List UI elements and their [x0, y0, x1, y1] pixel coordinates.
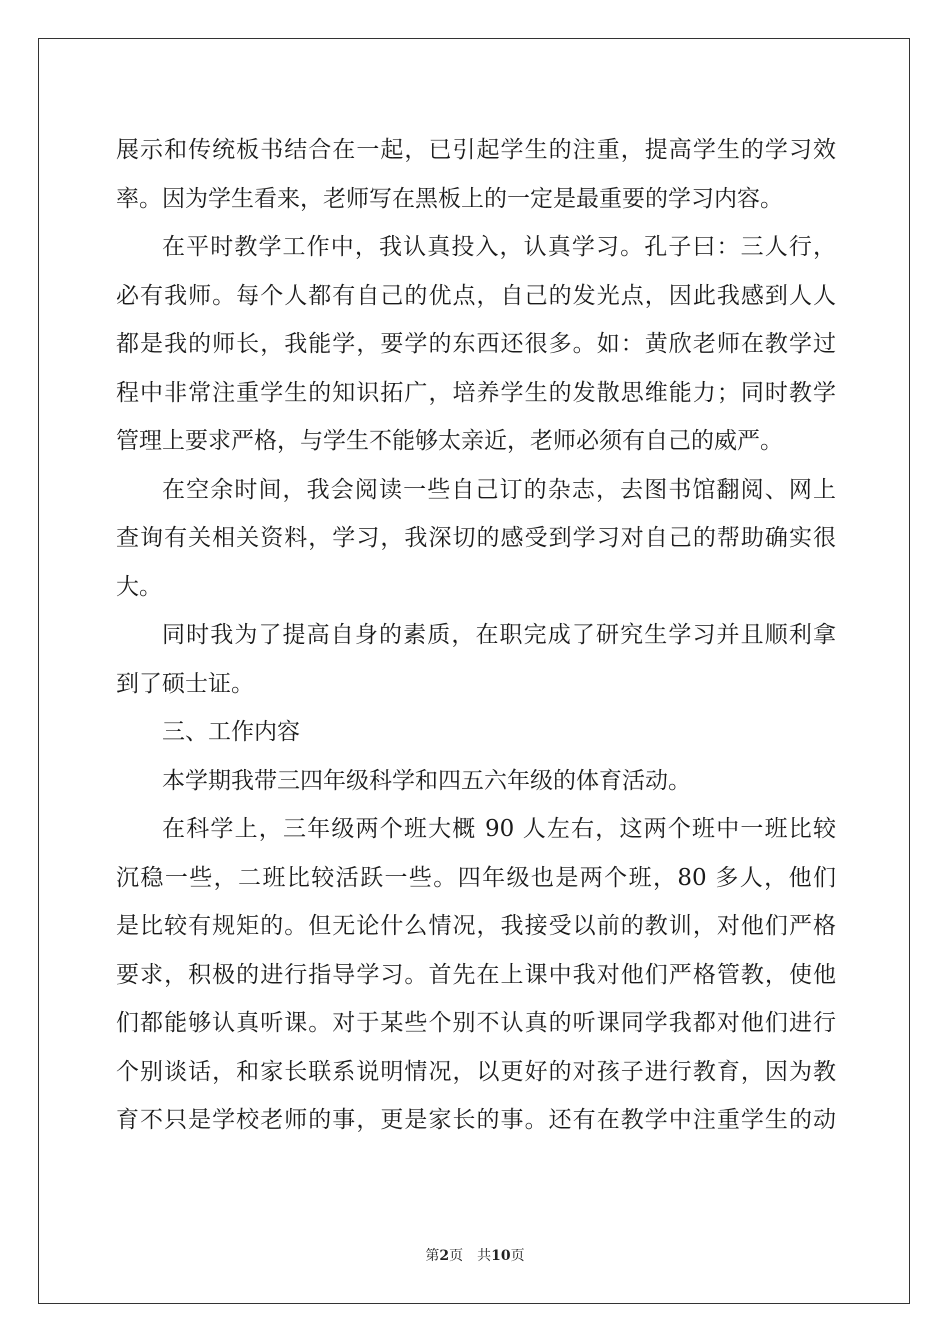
text-line: 都是我的师长，我能学，要学的东西还很多。如：黄欣老师在教学过 [116, 331, 836, 357]
text-line: 本学期我带三四年级科学和四五六年级的体育活动。 [162, 767, 691, 794]
text-line: 在空余时间，我会阅读一些自己订的杂志，去图书馆翻阅、网上 [162, 476, 836, 503]
total-pages-suffix: 页 [510, 1248, 525, 1264]
text-line: 管理上要求严格，与学生不能够太亲近，老师必须有自己的威严。 [116, 428, 783, 454]
text-line: 三、工作内容 [162, 719, 300, 745]
text-line: 要求，积极的进行指导学习。首先在上课中我对他们严格管教，使他 [116, 961, 836, 988]
current-page-number: 2 [439, 1248, 450, 1264]
text-line: 展示和传统板书结合在一起，已引起学生的注重，提高学生的学习效 [116, 137, 836, 163]
text-line: 到了硕士证。 [116, 670, 254, 697]
page-number-suffix: 页 [449, 1248, 464, 1264]
text-line: 程中非常注重学生的知识拓广，培养学生的发散思维能力；同时教学 [116, 379, 836, 406]
text-line: 是比较有规矩的。但无论什么情况，我接受以前的教训，对他们严格 [116, 913, 836, 939]
text-line: 在平时教学工作中，我认真投入，认真学习。孔子曰：三人行， [162, 234, 836, 260]
text-line: 们都能够认真听课。对于某些个别不认真的听课同学我都对他们进行 [116, 1010, 836, 1036]
text-line: 必有我师。每个人都有自己的优点，自己的发光点，因此我感到人人 [116, 282, 836, 309]
document-body [116, 126, 836, 1145]
text-line: 同时我为了提高自身的素质，在职完成了研究生学习并且顺利拿 [162, 622, 836, 648]
text-line: 沉稳一些，二班比较活跃一些。四年级也是两个班，80 多人，他们 [116, 864, 836, 891]
total-page-count: 10 [491, 1248, 511, 1264]
text-line: 查询有关相关资料，学习，我深切的感受到学习对自己的帮助确实很 [116, 525, 836, 551]
page-number-prefix: 第 [425, 1248, 440, 1264]
total-pages-prefix: 共 [477, 1248, 492, 1264]
text-line: 在科学上，三年级两个班大概 90 人左右，这两个班中一班比较 [162, 816, 836, 842]
page-footer [0, 1245, 950, 1265]
text-line: 率。因为学生看来，老师写在黑板上的一定是最重要的学习内容。 [116, 185, 783, 212]
text-line: 个别谈话，和家长联系说明情况，以更好的对孩子进行教育，因为教 [116, 1058, 836, 1085]
text-line: 大。 [116, 573, 162, 600]
text-line: 育不只是学校老师的事，更是家长的事。还有在教学中注重学生的动 [116, 1107, 836, 1133]
